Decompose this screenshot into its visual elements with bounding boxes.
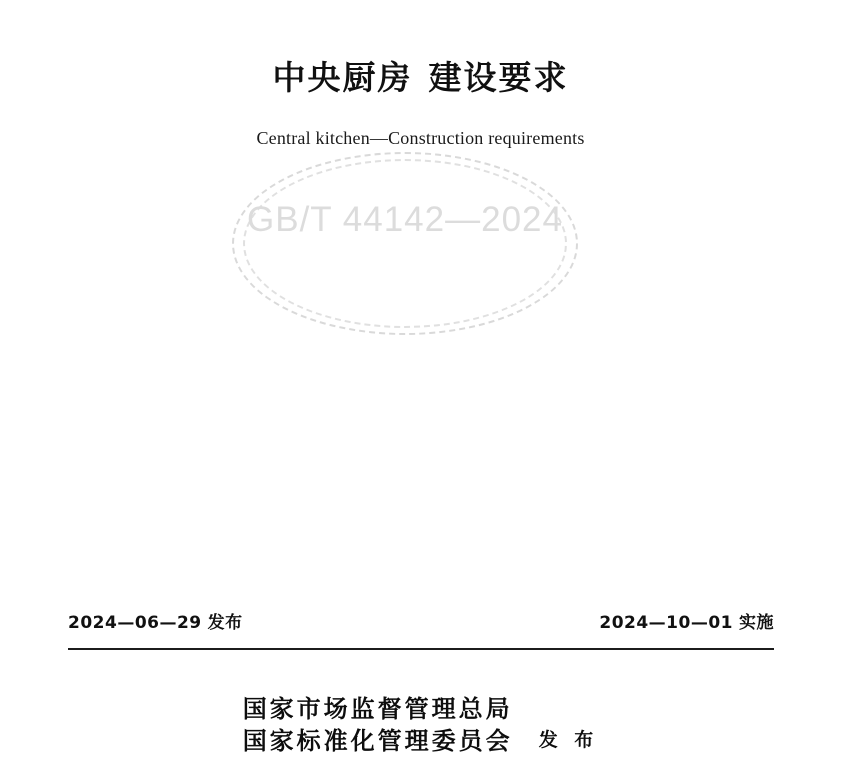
horizontal-divider (68, 648, 774, 650)
publish-date-label: 发布 (207, 613, 243, 633)
page-title-chinese-part2: 建设要求 (428, 58, 569, 97)
issuer-line-2: 国家标准化管理委员会 (242, 726, 513, 755)
page-title-chinese (0, 52, 841, 99)
watermark-standard-number: GB/T 44142—2024 (247, 200, 563, 239)
effective-date-label: 实施 (739, 613, 774, 633)
watermark-oval-inner (243, 159, 567, 328)
page-title-chinese-part1: 中央厨房 (272, 58, 413, 97)
issuer-names (243, 694, 513, 758)
effective-date-value: 2024—10—01 (599, 613, 733, 633)
publish-date-value: 2024—06—29 (68, 613, 202, 633)
publish-date (68, 608, 243, 633)
dates-row (68, 608, 774, 633)
watermark-oval-outer (232, 152, 578, 335)
issuer-action-label: 发 布 (538, 728, 599, 751)
issuer-line-1: 国家市场监督管理总局 (242, 695, 513, 723)
issuer-block (0, 694, 841, 758)
effective-date (599, 608, 774, 633)
standard-number-watermark (232, 152, 578, 335)
page-title-english: Central kitchen—Construction requirements (256, 128, 585, 148)
